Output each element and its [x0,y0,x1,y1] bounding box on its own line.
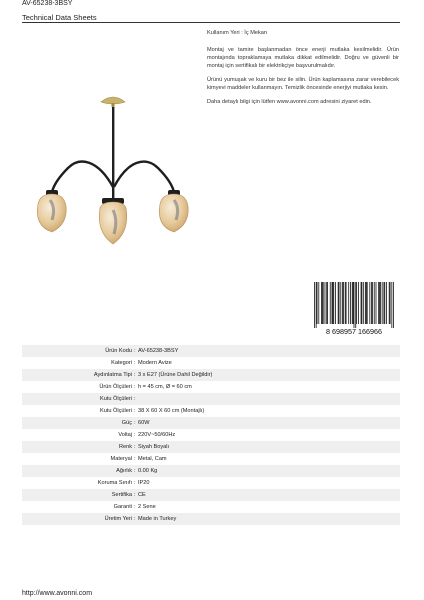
cleaning-paragraph: Ürünü yumuşak ve kuru bir bez ile silin. Ürün kaplamasına zarar verebilecek kimyevi maddeler kullanmayın. Temizlik öncesinde enerjiyi mutlaka kesin. [207,77,399,91]
barcode-bar [340,282,341,324]
usage-location: Kullanım Yeri : İç Mekan [207,30,268,36]
spec-separator: : [134,504,136,510]
spec-label: Aydınlatma Tipi [93,372,132,378]
barcode-bar [386,282,387,324]
spec-separator: : [134,468,136,474]
barcode-bar [322,282,323,324]
barcode-bar [390,282,391,324]
spec-separator: : [134,480,136,486]
spec-value: Made in Turkey [138,516,177,522]
barcode-bar [380,282,381,324]
spec-value: Metal, Cam [138,456,167,462]
spec-value: 0.00 Kg [138,468,158,474]
spec-separator: : [134,432,136,438]
spec-separator: : [134,348,136,354]
barcode-bar [350,282,351,324]
spec-separator: : [134,456,136,462]
spec-row [22,405,400,417]
barcode-bar [321,282,322,324]
barcode-bar [354,282,355,328]
spec-label: Sertifika [111,492,132,498]
barcode-bar [378,282,379,324]
barcode-bar [391,282,392,328]
spec-row [22,489,400,501]
page-title: Technical Data Sheets [22,13,97,22]
spec-row [22,369,400,381]
spec-row [22,381,400,393]
spec-label: Garanti [113,504,132,510]
spec-value: 60W [138,420,150,426]
spec-value: 2 Sene [138,504,156,510]
barcode-bar [356,282,357,324]
barcode-bar [352,282,353,324]
barcode-bar [369,282,370,324]
spec-value: Siyah Boyalı [138,444,170,450]
barcode-bar [348,282,349,324]
spec-row [22,345,400,357]
barcode-bar [366,282,367,324]
barcode-bar [384,282,385,324]
barcode-bar [372,282,373,324]
spec-value: Modern Avize [138,360,172,366]
spec-label: Materyal [110,456,132,462]
barcode-bar [314,282,315,328]
barcode-bar [343,282,344,324]
spec-label: Üretim Yeri [104,516,132,522]
spec-label: Ürün Ölçüleri [99,384,132,390]
spec-label: Ağırlık [116,468,132,474]
spec-value: 220V~50/60Hz [138,432,176,438]
barcode-bar [361,282,362,324]
spec-table [22,345,400,525]
spec-label: Kutu Ölçüleri [99,408,132,414]
spec-separator: : [134,444,136,450]
barcode-bar [379,282,380,324]
spec-separator: : [134,372,136,378]
spec-value: CE [138,492,146,498]
spec-value: 38 X 60 X 60 cm (Montajlı) [138,408,205,414]
barcode-bar [382,282,383,324]
spec-value: AV-65238-3BSY [138,348,179,354]
barcode-bar [335,282,336,324]
spec-row [22,465,400,477]
barcode-bar [346,282,347,324]
barcode-bar [363,282,364,324]
barcode-bar [333,282,334,324]
barcode-bar [325,282,326,324]
spec-label: Voltaj [118,432,132,438]
info-text-block [207,29,399,112]
barcode-bar [371,282,372,324]
barcode-bar [316,282,317,328]
website-paragraph: Daha detaylı bilgi için lütfen www.avonni.com adresini ziyaret edin. [207,99,372,105]
spec-separator: : [134,492,136,498]
safety-paragraph: Montaj ve tamire başlanmadan önce enerji mutlaka kesilmelidir. Ürün montajında topraklamaya mutlaka dikkat edilmelidir. Doğru ve güvenli bir montaj için sertifikalı bir elektrikçiye başvurulmalıdır. [207,47,399,69]
spec-label: Ürün Kodu [105,348,132,354]
barcode-bar [339,282,340,324]
barcode-bar [353,282,354,324]
barcode-bar [376,282,377,324]
spec-separator: : [134,396,136,402]
barcode-bar [374,282,375,324]
spec-label: Kutu Ölçüleri [99,396,132,402]
barcode-bar [367,282,368,324]
spec-row [22,393,400,405]
barcode-bar [355,282,356,328]
spec-value: IP20 [138,480,150,486]
spec-row [22,357,400,369]
barcode-bar [323,282,324,324]
spec-label: Renk [118,444,132,450]
barcode-bar [345,282,346,324]
barcode-bars [314,282,394,328]
barcode-bar [318,282,319,324]
barcode-number: 8 698957 166966 [326,327,382,336]
footer-url[interactable]: http://www.avonni.com [22,590,93,597]
barcode-bar [365,282,366,324]
spec-separator: : [134,516,136,522]
spec-row [22,501,400,513]
chandelier-image [28,92,198,252]
barcode-bar [327,282,328,324]
spec-separator: : [134,408,136,414]
spec-separator: : [134,384,136,390]
barcode-bar [330,282,331,324]
product-code-header: AV-65238-3BSY [22,0,73,7]
spec-row [22,513,400,525]
barcode-bar [384,282,385,324]
spec-row [22,417,400,429]
spec-label: Güç [121,420,132,426]
spec-row [22,441,400,453]
barcode-bar [332,282,333,324]
spec-value: 3 x E27 (Ürüne Dahil Değildir) [138,372,213,378]
spec-label: Kategori [111,360,132,366]
barcode-bar [338,282,339,324]
spec-row [22,429,400,441]
barcode-bar [389,282,390,324]
spec-row [22,453,400,465]
spec-separator: : [134,420,136,426]
spec-row [22,477,400,489]
barcode-bar [342,282,343,324]
header-divider [22,22,400,23]
barcode-bar [332,282,333,324]
barcode-bar [317,282,318,324]
barcode-bar [362,282,363,324]
barcode-bar [326,282,327,324]
spec-value: h = 45 cm, Ø = 60 cm [138,384,192,390]
spec-separator: : [134,360,136,366]
barcode-bar [358,282,359,324]
spec-label: Koruma Sınıfı [97,480,132,486]
barcode-bar [393,282,394,328]
barcode [308,282,400,336]
